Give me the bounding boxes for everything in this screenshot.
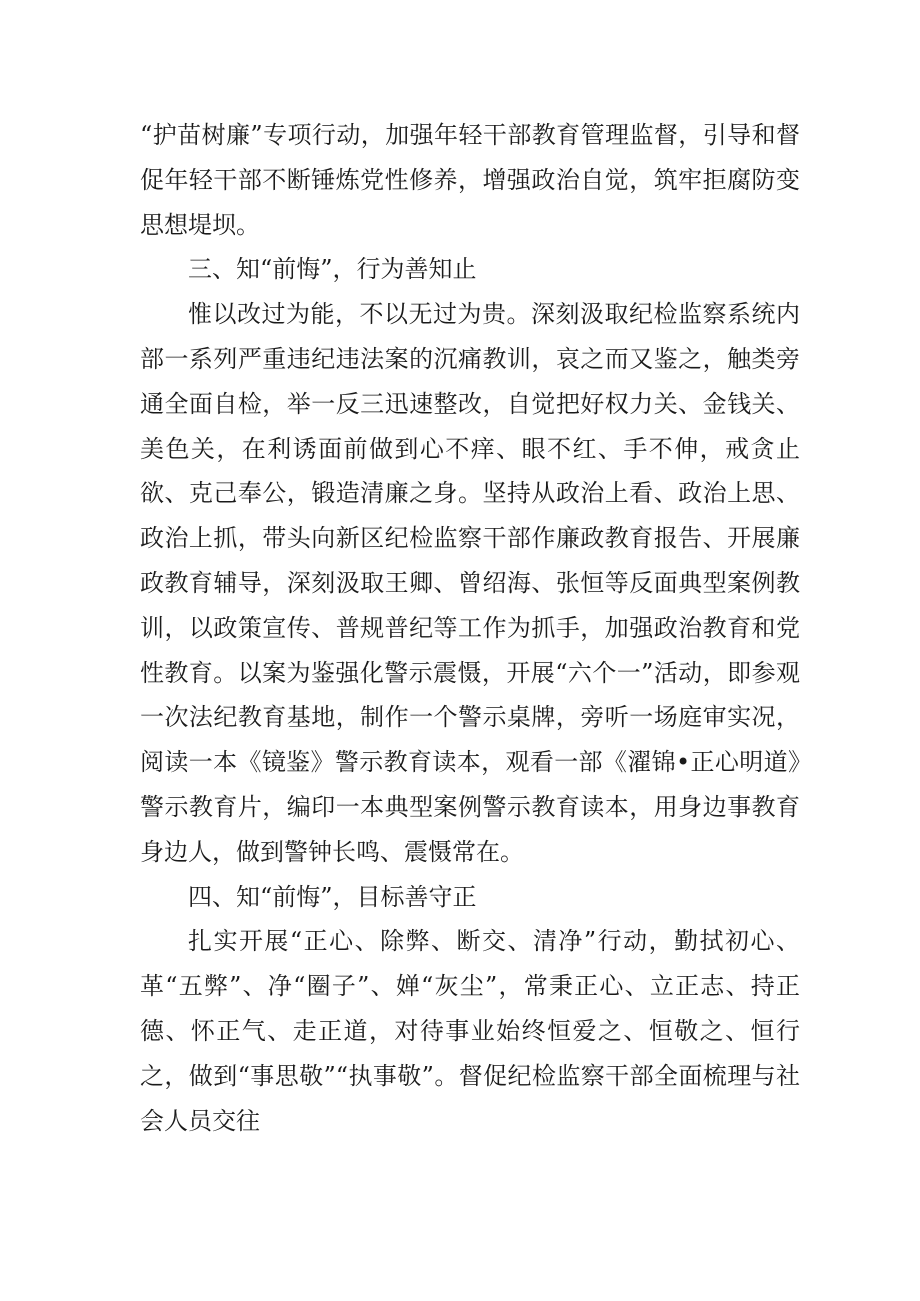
- paragraph-continuation: “护苗树廉”专项行动，加强年轻干部教育管理监督，引导和督促年轻干部不断锤炼党性修养，增强政治自觉，筑牢拒腐防变思想堤坝。: [140, 121, 800, 239]
- document-body: [140, 113, 800, 1143]
- section-heading-four: 四、知“前悔”，目标善守正: [188, 882, 477, 911]
- section-heading-three: 三、知“前悔”，行为善知止: [188, 255, 477, 284]
- paragraph-section-four: 扎实开展“正心、除弊、断交、清净”行动，勤拭初心、革“五弊”、净“圈子”、婵“灰尘”，常秉正心、立正志、持正德、怀正气、走正道，对待事业始终恒爱之、恒敬之、恒行之，做到“事思敬”“执事敬”。督促纪检监察干部全面梳理与社会人员交往: [140, 927, 800, 1135]
- paragraph-section-three: 惟以改过为能，不以无过为贵。深刻汲取纪检监察系统内部一系列严重违纪违法案的沉痛教训，哀之而又鉴之，触类旁通全面自检，举一反三迅速整改，自觉把好权力关、金钱关、美色关，在利诱面前做到心不痒、眼不红、手不伸，戒贪止欲、克己奉公，锻造清廉之身。坚持从政治上看、政治上思、政治上抓，带头向新区纪检监察干部作廉政教育报告、开展廉政教育辅导，深刻汲取王卿、曾绍海、张恒等反面典型案例教训，以政策宣传、普规普纪等工作为抓手，加强政治教育和党性教育。以案为鉴强化警示震慑，开展“六个一”活动，即参观一次法纪教育基地，制作一个警示桌牌，旁听一场庭审实况，阅读一本《镜鉴》警示教育读本，观看一部《濯锦•正心明道》警示教育片，编印一本典型案例警示教育读本，用身边事教育身边人，做到警钟长鸣、震慑常在。: [140, 300, 800, 866]
